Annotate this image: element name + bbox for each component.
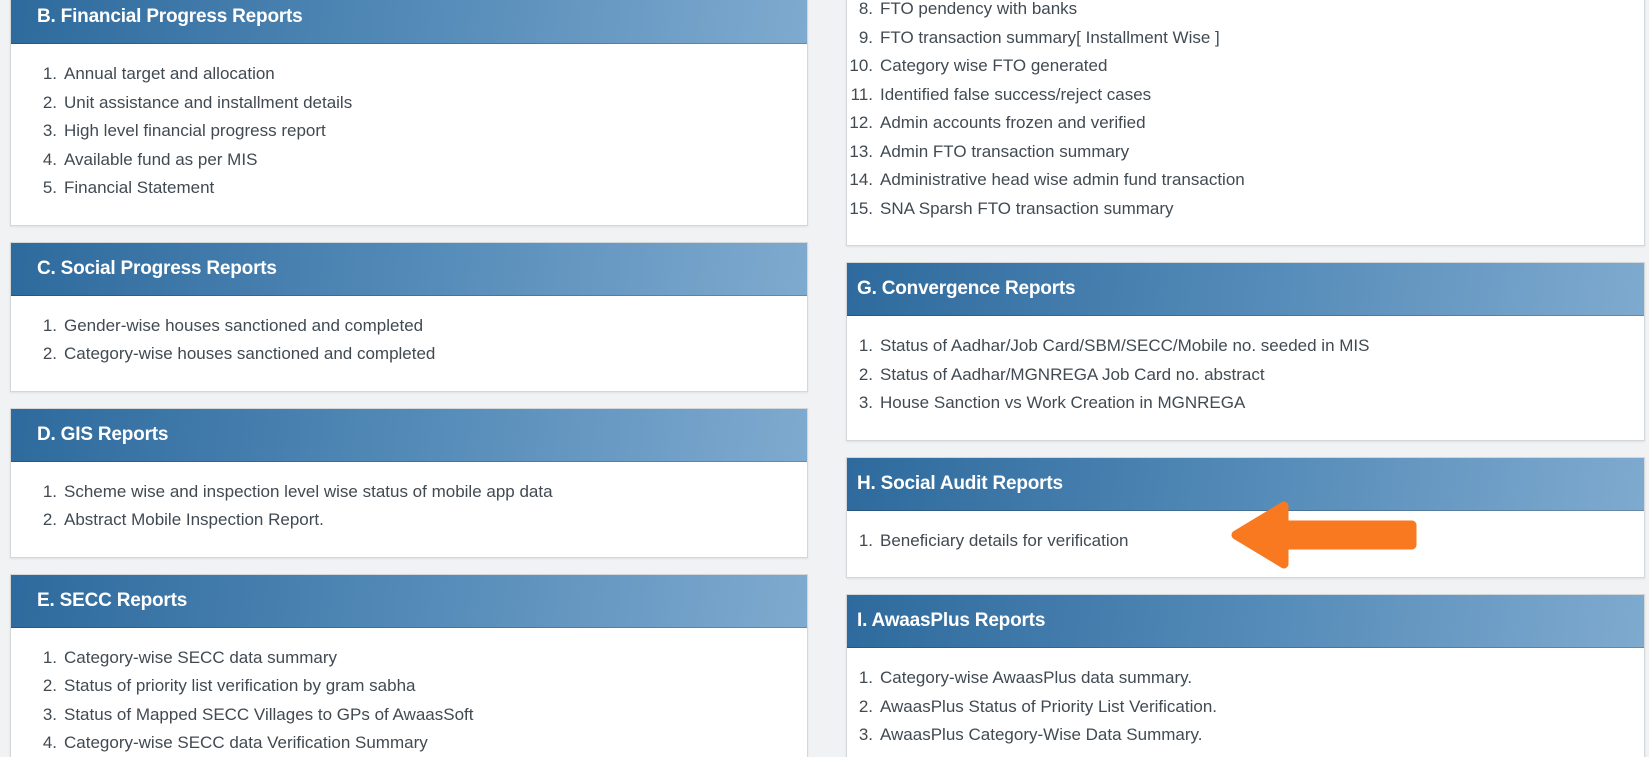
report-label: FTO transaction summary[ Installment Wise ] (880, 27, 1220, 47)
report-number: 3. (42, 121, 57, 140)
panel-title: H. Social Audit Reports (847, 458, 1644, 511)
report-link[interactable] (847, 24, 1632, 53)
report-link[interactable] (11, 478, 795, 507)
report-label: Category-wise SECC data summary (64, 647, 338, 667)
panel-body (847, 0, 1644, 245)
panel-title: D. GIS Reports (11, 409, 807, 462)
reports-column-right (846, 0, 1645, 757)
report-label: Financial Statement (64, 178, 215, 197)
report-panel-financial-progress (10, 0, 808, 226)
panel-body (11, 628, 807, 757)
report-panel-convergence (846, 262, 1645, 441)
report-link[interactable] (11, 60, 795, 89)
report-number: 3. (858, 725, 873, 744)
report-panel-gis (10, 408, 808, 558)
report-number: 2. (858, 364, 873, 384)
report-panel-social-audit (846, 457, 1645, 579)
report-number: 1. (858, 336, 873, 355)
report-number: 1. (42, 647, 57, 667)
report-link[interactable] (847, 389, 1632, 418)
report-label: Administrative head wise admin fund transaction (880, 170, 1245, 189)
report-label: Abstract Mobile Inspection Report. (64, 510, 324, 529)
report-number: 9. (858, 27, 873, 47)
report-label: Status of Mapped SECC Villages to GPs of AwaasSoft (64, 704, 474, 724)
report-label: Category-wise AwaasPlus data summary. (880, 668, 1193, 687)
report-label: Admin accounts frozen and verified (880, 113, 1146, 132)
report-link[interactable] (847, 0, 1632, 24)
report-label: FTO pendency with banks (880, 0, 1078, 18)
report-label: Category-wise houses sanctioned and completed (64, 344, 436, 363)
report-label: Annual target and allocation (64, 64, 275, 83)
report-link[interactable] (847, 138, 1632, 167)
panel-body (11, 296, 807, 391)
report-number: 1. (858, 530, 873, 550)
report-link[interactable] (11, 146, 795, 175)
report-number: 10. (849, 56, 873, 75)
report-panel-awaasplus (846, 594, 1645, 757)
report-label: House Sanction vs Work Creation in MGNREGA (880, 393, 1246, 412)
report-number: 13. (849, 141, 873, 161)
report-number: 5. (42, 178, 57, 197)
report-label: AwaasPlus Status of Priority List Verification. (880, 696, 1218, 716)
report-number: 4. (42, 149, 57, 169)
report-link[interactable] (847, 721, 1632, 750)
report-number: 3. (858, 393, 873, 412)
report-link[interactable] (847, 332, 1632, 361)
report-link[interactable] (11, 672, 795, 701)
panel-body (11, 462, 807, 557)
report-number: 2. (42, 510, 57, 529)
report-label: Status of priority list verification by gram sabha (64, 676, 416, 695)
report-link[interactable] (847, 693, 1632, 722)
report-link[interactable] (847, 361, 1632, 390)
panel-body (847, 316, 1644, 440)
report-number: 8. (858, 0, 873, 18)
report-label: Category-wise SECC data Verification Summary (64, 733, 428, 752)
report-label: Available fund as per MIS (64, 149, 258, 169)
panel-title: I. AwaasPlus Reports (847, 595, 1644, 648)
report-link[interactable] (847, 52, 1632, 81)
report-number: 12. (849, 113, 873, 132)
report-number: 1. (858, 668, 873, 687)
report-number: 2. (858, 696, 873, 716)
report-number: 1. (42, 481, 57, 501)
report-link[interactable] (847, 664, 1632, 693)
report-label: Scheme wise and inspection level wise status of mobile app data (64, 481, 553, 501)
report-link[interactable] (11, 644, 795, 673)
report-number: 2. (42, 92, 57, 112)
panel-title: B. Financial Progress Reports (11, 0, 807, 44)
report-label: Status of Aadhar/MGNREGA Job Card no. abstract (880, 364, 1265, 384)
report-number: 11. (850, 84, 873, 104)
panel-body (847, 511, 1644, 578)
report-link[interactable] (11, 701, 795, 730)
panel-body (11, 44, 807, 225)
report-number: 3. (42, 704, 57, 724)
report-label: High level financial progress report (64, 121, 326, 140)
report-label: Unit assistance and installment details (64, 92, 353, 112)
report-label: Gender-wise houses sanctioned and completed (64, 315, 424, 335)
report-link[interactable] (11, 506, 795, 535)
reports-column-left (10, 0, 808, 757)
report-label: Status of Aadhar/Job Card/SBM/SECC/Mobile no. seeded in MIS (880, 336, 1370, 355)
panel-title: C. Social Progress Reports (11, 243, 807, 296)
report-label: SNA Sparsh FTO transaction summary (880, 198, 1174, 218)
report-label: Beneficiary details for verification (880, 530, 1129, 550)
report-link[interactable] (847, 195, 1632, 224)
panel-title: G. Convergence Reports (847, 263, 1644, 316)
report-link[interactable] (847, 527, 1632, 556)
report-panel-social-progress (10, 242, 808, 392)
report-label: Category wise FTO generated (880, 56, 1108, 75)
report-link[interactable] (11, 117, 795, 146)
report-link[interactable] (847, 166, 1632, 195)
panel-body (847, 648, 1644, 757)
report-link[interactable] (11, 312, 795, 341)
report-link[interactable] (11, 729, 795, 757)
report-panel-fto-continued (846, 0, 1645, 246)
report-link[interactable] (847, 109, 1632, 138)
report-number: 2. (42, 344, 57, 363)
report-number: 1. (42, 315, 57, 335)
report-link[interactable] (847, 81, 1632, 110)
report-link[interactable] (11, 89, 795, 118)
report-link[interactable] (11, 174, 795, 203)
panel-title: E. SECC Reports (11, 575, 807, 628)
report-number: 2. (42, 676, 57, 695)
report-panel-secc (10, 574, 808, 757)
report-label: AwaasPlus Category-Wise Data Summary. (880, 725, 1203, 744)
report-number: 14. (849, 170, 873, 189)
report-number: 1. (42, 64, 57, 83)
report-label: Admin FTO transaction summary (880, 141, 1130, 161)
report-label: Identified false success/reject cases (880, 84, 1152, 104)
report-number: 4. (42, 733, 57, 752)
report-number: 15. (849, 198, 873, 218)
report-link[interactable] (11, 340, 795, 369)
